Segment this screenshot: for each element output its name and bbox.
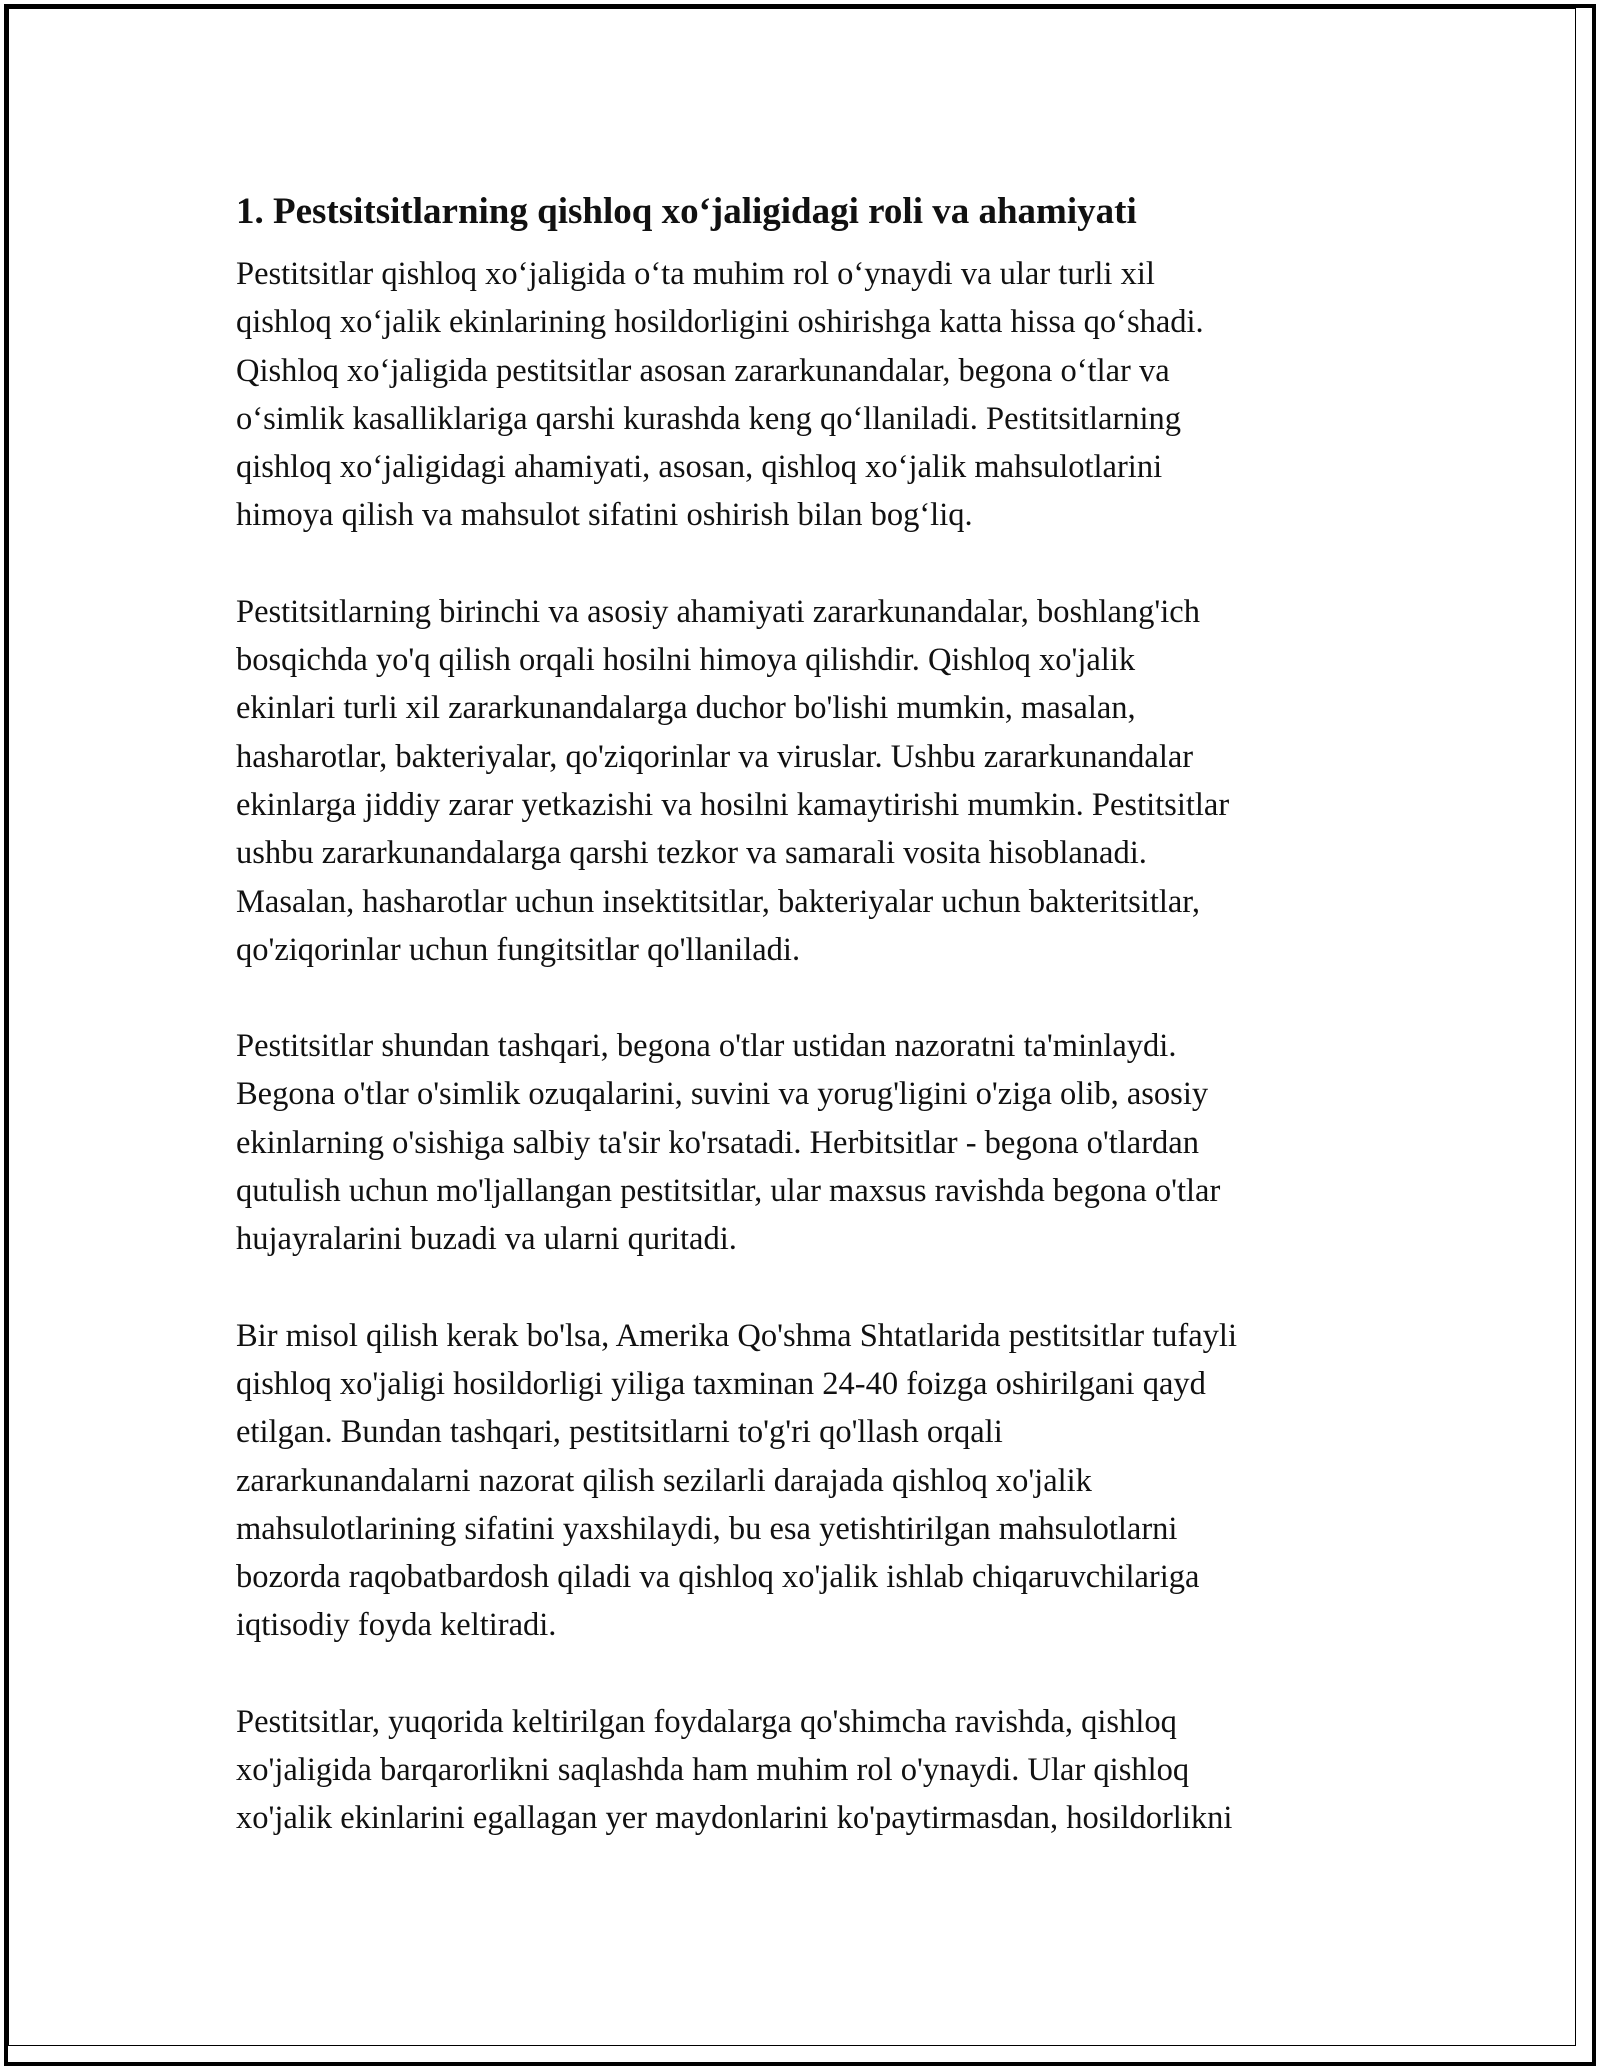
paragraph-line: mahsulotlarining sifatini yaxshilaydi, bu esa yetishtirilgan mahsulotlarni <box>236 1510 1178 1547</box>
paragraph-line: o‘simlik kasalliklariga qarshi kurashda keng qo‘llaniladi. Pestitsitlarning <box>236 400 1182 437</box>
section-heading: 1. Pestsitsitlarning qishloq xo‘jaligidagi roli va ahamiyati <box>236 191 1137 232</box>
paragraph-line: Pestitsitlar shundan tashqari, begona o'tlar ustidan nazoratni ta'minlaydi. <box>236 1028 1177 1065</box>
paragraph-line: Begona o'tlar o'simlik ozuqalarini, suvini va yorug'ligini o'ziga olib, asosiy <box>236 1076 1209 1113</box>
paragraph-line: Pestitsitlar, yuqorida keltirilgan foydalarga qo'shimcha ravishda, qishloq <box>236 1703 1177 1740</box>
paragraph-3 <box>236 1022 1376 1263</box>
paragraph-line: hasharotlar, bakteriyalar, qo'ziqorinlar va viruslar. Ushbu zararkunandalar <box>236 738 1194 775</box>
paragraph-line: etilgan. Bundan tashqari, pestitsitlarni to'g'ri qo'llash orqali <box>236 1414 1003 1451</box>
paragraph-5 <box>236 1698 1376 1843</box>
paragraph-line: himoya qilish va mahsulot sifatini oshirish bilan bog‘liq. <box>236 497 973 534</box>
paragraph-line: ekinlarga jiddiy zarar yetkazishi va hosilni kamaytirishi mumkin. Pestitsitlar <box>236 786 1230 823</box>
paragraph-line: Bir misol qilish kerak bo'lsa, Amerika Qo'shma Shtatlarida pestitsitlar tufayli <box>236 1317 1237 1354</box>
paragraph-line: iqtisodiy foyda keltiradi. <box>236 1607 557 1644</box>
paragraph-4 <box>236 1312 1376 1650</box>
paragraph-2 <box>236 588 1376 974</box>
document-body <box>236 188 1376 1891</box>
paragraph-line: qutulish uchun mo'ljallangan pestitsitlar, ular maxsus ravishda begona o'tlar <box>236 1173 1221 1210</box>
paragraph-line: bozorda raqobatbardosh qiladi va qishloq xo'jalik ishlab chiqaruvchilariga <box>236 1559 1200 1596</box>
paragraph-line: xo'jalik ekinlarini egallagan yer maydonlarini ko'paytirmasdan, hosildorlikni <box>236 1800 1233 1837</box>
paragraph-line: qishloq xo'jaligi hosildorligi yiliga taxminan 24-40 foizga oshirilgani qayd <box>236 1365 1206 1402</box>
paragraph-line: Pestitsitlar qishloq xo‘jaligida o‘ta muhim rol o‘ynaydi va ular turli xil <box>236 256 1155 292</box>
paragraph-line: ekinlarning o'sishiga salbiy ta'sir ko'rsatadi. Herbitsitlar - begona o'tlardan <box>236 1124 1199 1161</box>
paragraph-line: qo'ziqorinlar uchun fungitsitlar qo'llaniladi. <box>236 931 801 968</box>
paragraph-line: qishloq xo‘jalik ekinlarining hosildorligini oshirishga katta hissa qo‘shadi. <box>236 304 1204 341</box>
paragraph-1 <box>236 250 1376 540</box>
paragraph-line: bosqichda yo'q qilish orqali hosilni himoya qilishdir. Qishloq xo'jalik <box>236 642 1136 679</box>
paragraph-line: Pestitsitlarning birinchi va asosiy ahamiyati zararkunandalar, boshlang'ich <box>236 593 1200 630</box>
paragraph-line: hujayralarini buzadi va ularni quritadi. <box>236 1221 737 1258</box>
paragraph-line: zararkunandalarni nazorat qilish sezilarli darajada qishloq xo'jalik <box>236 1462 1092 1499</box>
paragraph-line: qishloq xo‘jaligidagi ahamiyati, asosan, qishloq xo‘jalik mahsulotlarini <box>236 449 1163 486</box>
paragraph-line: ushbu zararkunandalarga qarshi tezkor va samarali vosita hisoblanadi. <box>236 835 1147 872</box>
paragraph-line: xo'jaligida barqarorlikni saqlashda ham muhim rol o'ynaydi. Ular qishloq <box>236 1752 1190 1789</box>
paragraph-line: ekinlari turli xil zararkunandalarga duchor bo'lishi mumkin, masalan, <box>236 690 1136 727</box>
paragraph-line: Qishloq xo‘jaligida pestitsitlar asosan zararkunandalar, begona o‘tlar va <box>236 352 1170 389</box>
paragraph-line: Masalan, hasharotlar uchun insektitsitlar, bakteriyalar uchun bakteritsitlar, <box>236 883 1200 920</box>
